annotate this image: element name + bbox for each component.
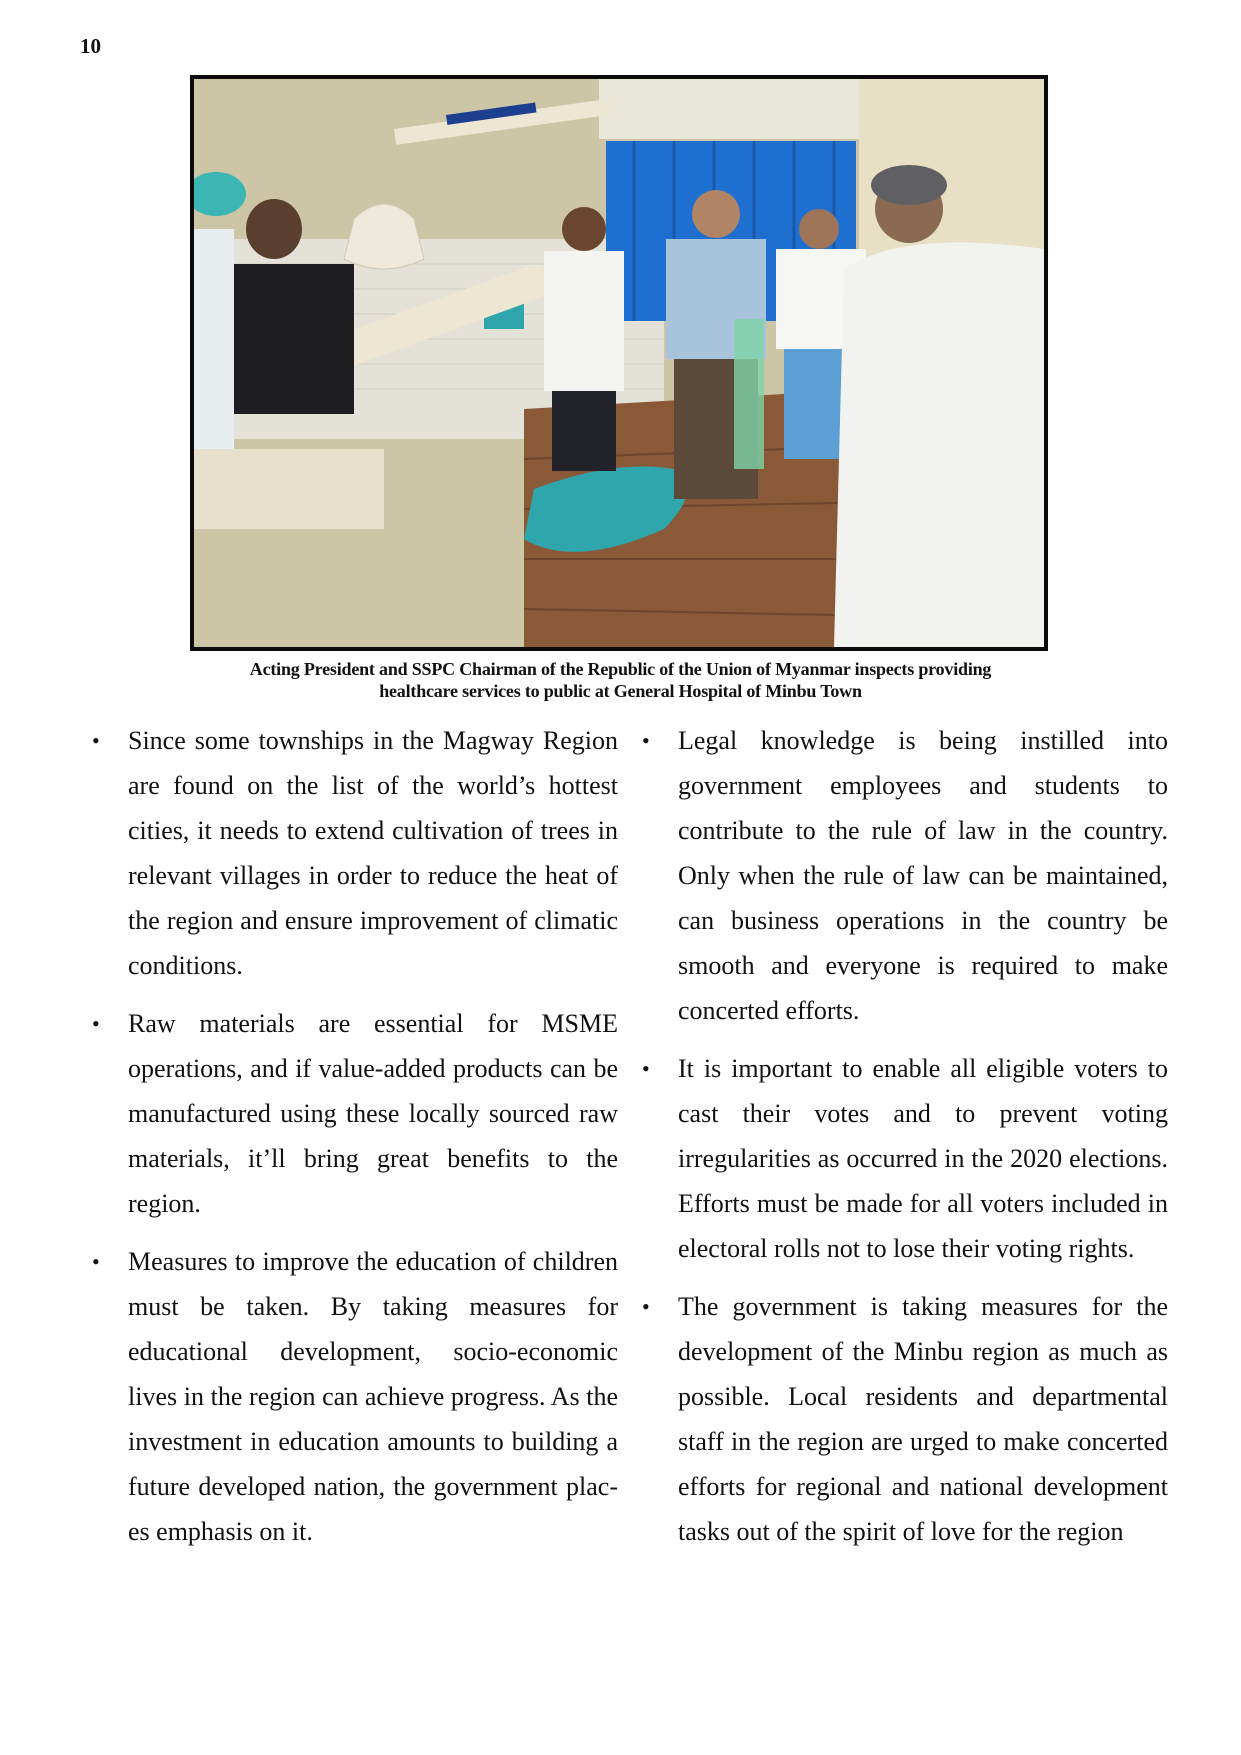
bullet-icon: • <box>92 1011 100 1036</box>
bullet-text: Legal knowledge is being instilled into government employees and students to contribute to the rule of law in the country. Only when the rule of law can be maintained, can business operations in the country be smooth and everyone is required to make concerted efforts. <box>678 726 1168 1025</box>
bullet-item <box>88 1239 618 1554</box>
page-number: 10 <box>80 34 101 58</box>
bullet-text: The government is taking measures for the development of the Minbu region as much as possible. Local residents and departmental staff in the region are urged to make concerted efforts for regional and national development tasks out of the spirit of love for the region <box>678 1292 1168 1546</box>
bullet-item <box>638 1046 1168 1271</box>
photo-caption <box>150 658 1091 702</box>
bullet-item <box>88 718 618 988</box>
bullet-text: It is important to enable all eligible voters to cast their votes and to prevent voting irregularities as occurred in the 2020 elections. Efforts must be made for all voters included in electoral rolls not to lose their voting rights. <box>678 1054 1168 1263</box>
news-photo <box>190 75 1048 651</box>
bullet-icon: • <box>92 1249 100 1274</box>
left-column <box>88 718 618 1567</box>
bullet-item <box>88 1001 618 1226</box>
caption-line-1: Acting President and SSPC Chairman of the Republic of the Union of Myanmar inspects providing <box>249 659 992 679</box>
caption-line-2: healthcare services to public at General Hospital of Minbu Town <box>379 681 862 701</box>
bullet-icon: • <box>92 728 100 753</box>
bullet-item <box>638 718 1168 1033</box>
dental-room-photo-illustration <box>194 79 1044 647</box>
bullet-text: Since some townships in the Magway Region are found on the list of the world’s hottest cities, it needs to extend cultivation of trees in relevant villages in order to reduce the heat of the region and ensure improvement of climatic conditions. <box>128 726 618 980</box>
bullet-text: Raw materials are essential for MSME operations, and if value-added products can be manufactured using these locally sourced raw materials, it’ll bring great benefits to the region. <box>128 1009 618 1218</box>
bullet-icon: • <box>642 1056 650 1081</box>
right-column <box>638 718 1168 1567</box>
bullet-item <box>638 1284 1168 1554</box>
bullet-icon: • <box>642 728 650 753</box>
bullet-icon: • <box>642 1294 650 1319</box>
bullet-text: Measures to improve the education of children must be taken. By taking measures for educational development, socio-economic lives in the region can achieve progress. As the investment in education amounts to building a future developed nation, the government places emphasis on it. <box>128 1247 618 1546</box>
